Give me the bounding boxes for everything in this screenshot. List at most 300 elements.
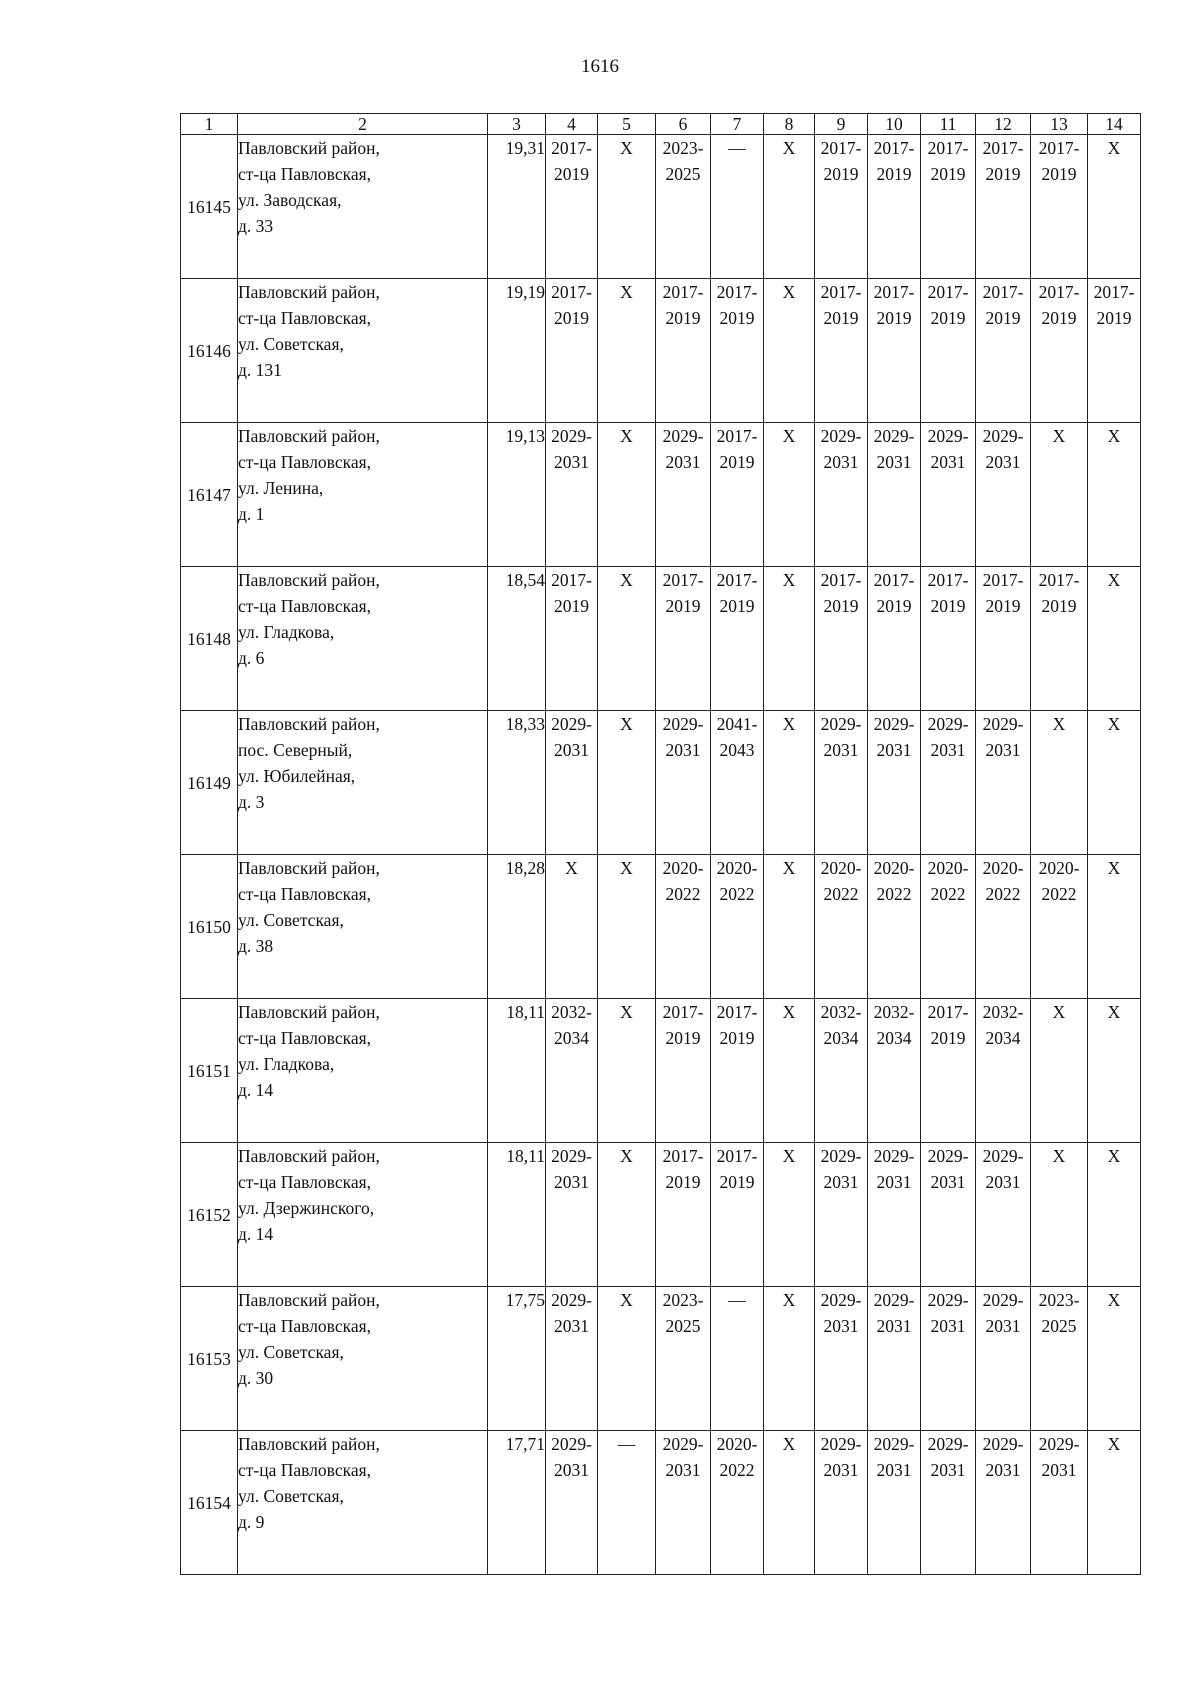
period-line: 2029- bbox=[982, 426, 1024, 446]
period-line: Х bbox=[1107, 570, 1121, 590]
address-line: ст-ца Павловская, bbox=[238, 1172, 372, 1192]
period-line: 2017- bbox=[716, 570, 758, 590]
period-line: 2029- bbox=[551, 1146, 592, 1166]
address-cell bbox=[238, 711, 488, 855]
address-line: Павловский район, bbox=[238, 714, 380, 734]
period-cell-col-11 bbox=[921, 999, 976, 1143]
period-line: 2017- bbox=[551, 138, 592, 158]
period-line: 2025 bbox=[665, 164, 701, 184]
period-line: Х bbox=[620, 138, 633, 158]
row-code: 16150 bbox=[181, 855, 238, 999]
period-line: 2019 bbox=[876, 596, 912, 616]
period-line: 2029- bbox=[551, 1290, 592, 1310]
period-line: Х bbox=[1052, 426, 1066, 446]
period-line: 2031 bbox=[985, 1172, 1021, 1192]
address-line: д. 6 bbox=[238, 648, 265, 668]
period-line: 2031 bbox=[665, 452, 701, 472]
period-cell-col-5 bbox=[598, 1287, 656, 1431]
column-number-8: 8 bbox=[764, 114, 815, 135]
period-line: 2022 bbox=[719, 1460, 755, 1480]
period-line: 2017- bbox=[982, 282, 1024, 302]
period-line: 2031 bbox=[930, 1460, 966, 1480]
period-line: 2029- bbox=[873, 426, 915, 446]
table-row bbox=[181, 711, 1141, 855]
period-cell-col-14 bbox=[1088, 1143, 1141, 1287]
address-cell bbox=[238, 567, 488, 711]
period-line: 2017- bbox=[982, 138, 1024, 158]
period-line: Х bbox=[565, 858, 578, 878]
period-line: 2017- bbox=[716, 282, 758, 302]
period-line: Х bbox=[620, 714, 633, 734]
period-cell-col-13 bbox=[1031, 1143, 1088, 1287]
period-line: 2031 bbox=[554, 1460, 589, 1480]
period-cell-col-14 bbox=[1088, 999, 1141, 1143]
period-line: 2032- bbox=[982, 1002, 1024, 1022]
period-line: 2029- bbox=[551, 426, 592, 446]
period-cell-col-13 bbox=[1031, 423, 1088, 567]
period-line: 2029- bbox=[873, 1146, 915, 1166]
period-line: 2043 bbox=[719, 740, 755, 760]
period-line: 2017- bbox=[873, 570, 915, 590]
row-code: 16147 bbox=[181, 423, 238, 567]
column-number-11: 11 bbox=[921, 114, 976, 135]
period-line: 2031 bbox=[554, 740, 589, 760]
period-cell-col-7 bbox=[711, 423, 764, 567]
period-cell-col-11 bbox=[921, 279, 976, 423]
period-line: 2029- bbox=[873, 714, 915, 734]
period-cell-col-4 bbox=[546, 423, 598, 567]
period-line: 2031 bbox=[985, 1316, 1021, 1336]
area-value: 19,13 bbox=[488, 423, 546, 567]
address-line: пос. Северный, bbox=[238, 740, 353, 760]
period-line: 2019 bbox=[823, 308, 859, 328]
period-line: 2019 bbox=[876, 164, 912, 184]
period-line: 2017- bbox=[716, 1146, 758, 1166]
period-cell-col-12 bbox=[976, 1431, 1031, 1575]
period-line: 2029- bbox=[982, 1434, 1024, 1454]
period-line: 2034 bbox=[985, 1028, 1021, 1048]
period-line: 2031 bbox=[876, 1172, 912, 1192]
period-cell-col-7 bbox=[711, 567, 764, 711]
period-line: 2029- bbox=[982, 1146, 1024, 1166]
period-cell-col-10 bbox=[868, 1143, 921, 1287]
period-line: Х bbox=[620, 1290, 633, 1310]
period-cell-col-14 bbox=[1088, 423, 1141, 567]
period-line: 2019 bbox=[665, 1028, 701, 1048]
period-cell-col-4 bbox=[546, 999, 598, 1143]
area-value: 18,54 bbox=[488, 567, 546, 711]
address-line: ул. Советская, bbox=[238, 1342, 344, 1362]
period-line: 2031 bbox=[876, 1460, 912, 1480]
period-cell-col-8 bbox=[764, 1431, 815, 1575]
period-line: Х bbox=[1107, 1434, 1121, 1454]
period-cell-col-12 bbox=[976, 999, 1031, 1143]
period-line: 2022 bbox=[1041, 884, 1077, 904]
period-line: 2031 bbox=[554, 452, 589, 472]
period-line: Х bbox=[1107, 1146, 1121, 1166]
period-cell-col-13 bbox=[1031, 279, 1088, 423]
period-line: Х bbox=[1107, 426, 1121, 446]
period-line: 2031 bbox=[876, 1316, 912, 1336]
period-line: 2017- bbox=[820, 282, 862, 302]
period-line: Х bbox=[620, 1146, 633, 1166]
period-line: 2029- bbox=[820, 1146, 862, 1166]
period-line: 2019 bbox=[554, 164, 589, 184]
period-cell-col-7 bbox=[711, 1143, 764, 1287]
period-line: 2029- bbox=[927, 1290, 969, 1310]
period-line: 2023- bbox=[1038, 1290, 1080, 1310]
period-cell-col-11 bbox=[921, 855, 976, 999]
period-line: 2019 bbox=[985, 164, 1021, 184]
address-line: ст-ца Павловская, bbox=[238, 452, 372, 472]
address-line: ст-ца Павловская, bbox=[238, 308, 372, 328]
period-cell-col-12 bbox=[976, 855, 1031, 999]
period-line: 2029- bbox=[662, 426, 704, 446]
period-cell-col-6 bbox=[656, 279, 711, 423]
period-line: 2017- bbox=[982, 570, 1024, 590]
period-line: 2017- bbox=[927, 138, 969, 158]
period-line: 2019 bbox=[719, 308, 755, 328]
address-line: ст-ца Павловская, bbox=[238, 1028, 372, 1048]
period-line: Х bbox=[620, 1002, 633, 1022]
period-line: 2029- bbox=[662, 714, 704, 734]
period-cell-col-11 bbox=[921, 423, 976, 567]
period-line: 2019 bbox=[1041, 164, 1077, 184]
period-cell-col-4 bbox=[546, 279, 598, 423]
column-number-10: 10 bbox=[868, 114, 921, 135]
period-line: Х bbox=[1052, 1002, 1066, 1022]
period-cell-col-14 bbox=[1088, 1431, 1141, 1575]
period-line: 2031 bbox=[985, 452, 1021, 472]
period-cell-col-4 bbox=[546, 855, 598, 999]
period-line: 2019 bbox=[665, 1172, 701, 1192]
period-line: 2019 bbox=[985, 308, 1021, 328]
period-line: 2017- bbox=[873, 138, 915, 158]
period-line: 2020- bbox=[716, 1434, 758, 1454]
period-cell-col-6 bbox=[656, 567, 711, 711]
page-number: 1616 bbox=[581, 56, 619, 77]
period-cell-col-13 bbox=[1031, 855, 1088, 999]
period-line: 2017- bbox=[820, 570, 862, 590]
address-line: Павловский район, bbox=[238, 426, 380, 446]
address-line: Павловский район, bbox=[238, 1146, 380, 1166]
header-row bbox=[181, 114, 1141, 135]
period-line: 2029- bbox=[927, 1146, 969, 1166]
period-line: 2031 bbox=[930, 740, 966, 760]
period-line: 2031 bbox=[554, 1172, 589, 1192]
period-line: Х bbox=[782, 282, 796, 302]
period-cell-col-10 bbox=[868, 279, 921, 423]
period-line: 2017- bbox=[1038, 282, 1080, 302]
period-line: 2032- bbox=[820, 1002, 862, 1022]
period-cell-col-11 bbox=[921, 1287, 976, 1431]
period-cell-col-12 bbox=[976, 279, 1031, 423]
period-line: 2017- bbox=[662, 282, 704, 302]
period-cell-col-9 bbox=[815, 999, 868, 1143]
period-cell-col-5 bbox=[598, 711, 656, 855]
period-cell-col-10 bbox=[868, 711, 921, 855]
period-line: 2017- bbox=[927, 570, 969, 590]
table-body bbox=[181, 135, 1141, 1575]
period-line: 2031 bbox=[665, 740, 701, 760]
period-line: 2029- bbox=[927, 714, 969, 734]
address-line: ул. Ленина, bbox=[238, 478, 324, 498]
address-line: ул. Юбилейная, bbox=[238, 766, 356, 786]
period-line: 2022 bbox=[823, 884, 859, 904]
address-line: Павловский район, bbox=[238, 138, 380, 158]
period-line: — bbox=[617, 1434, 636, 1454]
period-cell-col-5 bbox=[598, 423, 656, 567]
period-cell-col-14 bbox=[1088, 1287, 1141, 1431]
period-cell-col-9 bbox=[815, 423, 868, 567]
period-cell-col-10 bbox=[868, 1431, 921, 1575]
period-cell-col-5 bbox=[598, 567, 656, 711]
address-line: Павловский район, bbox=[238, 1002, 380, 1022]
address-line: ст-ца Павловская, bbox=[238, 1460, 372, 1480]
table-row bbox=[181, 423, 1141, 567]
period-cell-col-9 bbox=[815, 711, 868, 855]
column-number-4: 4 bbox=[546, 114, 598, 135]
period-line: Х bbox=[782, 138, 796, 158]
period-line: 2031 bbox=[1041, 1460, 1077, 1480]
period-line: 2022 bbox=[985, 884, 1021, 904]
column-number-9: 9 bbox=[815, 114, 868, 135]
address-cell bbox=[238, 279, 488, 423]
row-code: 16154 bbox=[181, 1431, 238, 1575]
period-cell-col-8 bbox=[764, 855, 815, 999]
period-line: 2034 bbox=[554, 1028, 589, 1048]
period-cell-col-12 bbox=[976, 423, 1031, 567]
period-line: 2019 bbox=[930, 596, 966, 616]
address-cell bbox=[238, 1431, 488, 1575]
address-line: ст-ца Павловская, bbox=[238, 164, 372, 184]
period-line: Х bbox=[620, 426, 633, 446]
address-line: д. 38 bbox=[238, 936, 274, 956]
column-number-12: 12 bbox=[976, 114, 1031, 135]
period-line: 2019 bbox=[554, 596, 589, 616]
period-line: 2029- bbox=[927, 1434, 969, 1454]
period-line: 2029- bbox=[662, 1434, 704, 1454]
period-line: Х bbox=[782, 1146, 796, 1166]
period-line: 2017- bbox=[820, 138, 862, 158]
period-cell-col-11 bbox=[921, 1431, 976, 1575]
address-cell bbox=[238, 855, 488, 999]
period-cell-col-6 bbox=[656, 711, 711, 855]
period-cell-col-5 bbox=[598, 1143, 656, 1287]
table-row bbox=[181, 855, 1141, 999]
period-cell-col-5 bbox=[598, 1431, 656, 1575]
period-line: 2034 bbox=[823, 1028, 859, 1048]
period-line: — bbox=[728, 1290, 746, 1310]
period-line: Х bbox=[620, 858, 633, 878]
table-row bbox=[181, 567, 1141, 711]
period-cell-col-9 bbox=[815, 279, 868, 423]
period-cell-col-4 bbox=[546, 567, 598, 711]
period-line: 2025 bbox=[1041, 1316, 1077, 1336]
period-line: 2019 bbox=[823, 596, 859, 616]
address-cell bbox=[238, 1143, 488, 1287]
period-line: 2029- bbox=[551, 1434, 592, 1454]
period-line: 2017- bbox=[662, 1002, 704, 1022]
period-line: 2019 bbox=[665, 596, 701, 616]
period-line: 2023- bbox=[662, 138, 704, 158]
period-line: 2032- bbox=[551, 1002, 592, 1022]
address-line: ст-ца Павловская, bbox=[238, 596, 372, 616]
period-line: 2022 bbox=[719, 884, 755, 904]
period-cell-col-4 bbox=[546, 135, 598, 279]
area-value: 19,31 bbox=[488, 135, 546, 279]
period-line: Х bbox=[1107, 138, 1121, 158]
address-cell bbox=[238, 423, 488, 567]
housing-register-table bbox=[180, 113, 1141, 1575]
period-cell-col-9 bbox=[815, 1143, 868, 1287]
row-code: 16152 bbox=[181, 1143, 238, 1287]
period-cell-col-5 bbox=[598, 999, 656, 1143]
period-cell-col-8 bbox=[764, 1143, 815, 1287]
address-cell bbox=[238, 135, 488, 279]
period-line: 2019 bbox=[1096, 308, 1132, 328]
address-line: д. 131 bbox=[238, 360, 282, 380]
address-line: д. 1 bbox=[238, 504, 265, 524]
period-line: 2029- bbox=[873, 1434, 915, 1454]
period-cell-col-14 bbox=[1088, 711, 1141, 855]
period-line: 2029- bbox=[820, 1434, 862, 1454]
period-line: 2031 bbox=[930, 452, 966, 472]
period-line: 2031 bbox=[665, 1460, 701, 1480]
period-line: Х bbox=[1052, 714, 1066, 734]
column-number-7: 7 bbox=[711, 114, 764, 135]
period-line: 2019 bbox=[876, 308, 912, 328]
area-value: 18,11 bbox=[488, 1143, 546, 1287]
area-value: 17,75 bbox=[488, 1287, 546, 1431]
period-cell-col-6 bbox=[656, 999, 711, 1143]
period-cell-col-6 bbox=[656, 855, 711, 999]
period-line: 2032- bbox=[873, 1002, 915, 1022]
period-cell-col-5 bbox=[598, 279, 656, 423]
period-line: 2031 bbox=[554, 1316, 589, 1336]
period-cell-col-10 bbox=[868, 855, 921, 999]
period-cell-col-9 bbox=[815, 855, 868, 999]
period-cell-col-8 bbox=[764, 279, 815, 423]
period-line: 2031 bbox=[985, 1460, 1021, 1480]
column-number-1: 1 bbox=[181, 114, 238, 135]
table-row bbox=[181, 999, 1141, 1143]
period-line: Х bbox=[782, 1002, 796, 1022]
period-cell-col-13 bbox=[1031, 1431, 1088, 1575]
row-code: 16149 bbox=[181, 711, 238, 855]
period-line: 2020- bbox=[662, 858, 704, 878]
period-line: 2017- bbox=[716, 426, 758, 446]
table-row bbox=[181, 279, 1141, 423]
period-cell-col-13 bbox=[1031, 1287, 1088, 1431]
address-cell bbox=[238, 1287, 488, 1431]
period-line: 2031 bbox=[823, 1172, 859, 1192]
period-cell-col-8 bbox=[764, 999, 815, 1143]
area-value: 18,28 bbox=[488, 855, 546, 999]
period-cell-col-11 bbox=[921, 135, 976, 279]
address-cell bbox=[238, 999, 488, 1143]
period-cell-col-10 bbox=[868, 423, 921, 567]
period-cell-col-7 bbox=[711, 135, 764, 279]
period-line: 2031 bbox=[985, 740, 1021, 760]
period-cell-col-13 bbox=[1031, 135, 1088, 279]
period-line: 2029- bbox=[820, 714, 862, 734]
period-cell-col-4 bbox=[546, 1287, 598, 1431]
period-line: 2019 bbox=[665, 308, 701, 328]
area-value: 19,19 bbox=[488, 279, 546, 423]
period-line: 2019 bbox=[719, 596, 755, 616]
period-cell-col-9 bbox=[815, 135, 868, 279]
period-cell-col-6 bbox=[656, 423, 711, 567]
period-cell-col-9 bbox=[815, 1287, 868, 1431]
period-line: Х bbox=[1052, 1146, 1066, 1166]
period-line: 2020- bbox=[982, 858, 1024, 878]
period-cell-col-7 bbox=[711, 1287, 764, 1431]
period-line: 2031 bbox=[930, 1172, 966, 1192]
period-cell-col-8 bbox=[764, 423, 815, 567]
period-line: 2031 bbox=[823, 740, 859, 760]
address-line: Павловский район, bbox=[238, 570, 380, 590]
period-cell-col-11 bbox=[921, 711, 976, 855]
address-line: ул. Гладкова, bbox=[238, 622, 335, 642]
column-number-2: 2 bbox=[238, 114, 488, 135]
period-line: 2031 bbox=[876, 740, 912, 760]
period-line: 2022 bbox=[665, 884, 701, 904]
period-cell-col-6 bbox=[656, 1287, 711, 1431]
period-cell-col-9 bbox=[815, 567, 868, 711]
period-line: 2019 bbox=[1041, 596, 1077, 616]
period-cell-col-11 bbox=[921, 567, 976, 711]
period-line: Х bbox=[782, 714, 796, 734]
period-line: 2017- bbox=[927, 282, 969, 302]
address-line: ст-ца Павловская, bbox=[238, 1316, 372, 1336]
address-line: ул. Советская, bbox=[238, 910, 344, 930]
address-line: ул. Дзержинского, bbox=[238, 1198, 375, 1218]
period-cell-col-6 bbox=[656, 1431, 711, 1575]
row-code: 16145 bbox=[181, 135, 238, 279]
period-line: 2017- bbox=[873, 282, 915, 302]
period-cell-col-6 bbox=[656, 135, 711, 279]
period-cell-col-12 bbox=[976, 1143, 1031, 1287]
period-line: 2031 bbox=[823, 1316, 859, 1336]
address-line: д. 14 bbox=[238, 1080, 274, 1100]
period-cell-col-14 bbox=[1088, 855, 1141, 999]
period-line: Х bbox=[620, 570, 633, 590]
period-line: 2029- bbox=[1038, 1434, 1080, 1454]
period-line: 2017- bbox=[662, 1146, 704, 1166]
period-cell-col-13 bbox=[1031, 711, 1088, 855]
period-line: 2017- bbox=[1038, 570, 1080, 590]
period-line: 2022 bbox=[930, 884, 966, 904]
period-cell-col-11 bbox=[921, 1143, 976, 1287]
period-line: 2019 bbox=[823, 164, 859, 184]
address-line: д. 33 bbox=[238, 216, 274, 236]
period-line: 2017- bbox=[551, 570, 592, 590]
period-line: 2019 bbox=[719, 1028, 755, 1048]
period-line: 2029- bbox=[982, 1290, 1024, 1310]
period-line: Х bbox=[782, 858, 796, 878]
period-line: 2034 bbox=[876, 1028, 912, 1048]
period-line: 2019 bbox=[930, 164, 966, 184]
period-cell-col-7 bbox=[711, 1431, 764, 1575]
period-cell-col-7 bbox=[711, 999, 764, 1143]
address-line: д. 30 bbox=[238, 1368, 274, 1388]
column-number-3: 3 bbox=[488, 114, 546, 135]
area-value: 18,11 bbox=[488, 999, 546, 1143]
period-line: Х bbox=[620, 282, 633, 302]
period-line: 2020- bbox=[1038, 858, 1080, 878]
period-line: 2031 bbox=[823, 452, 859, 472]
